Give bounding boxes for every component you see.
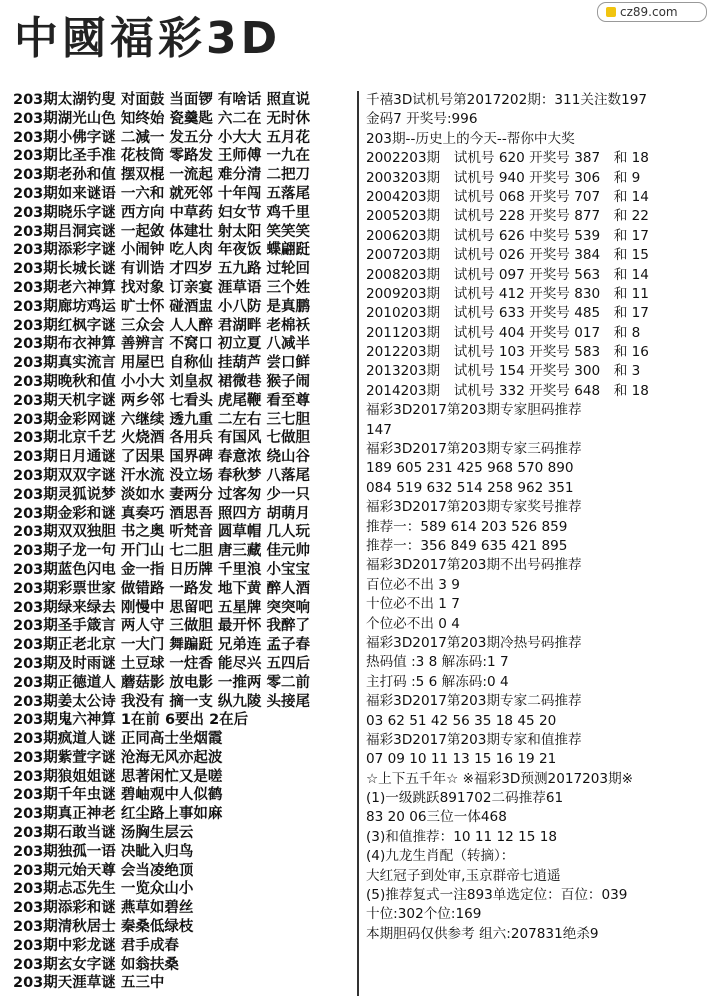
riddle-row: 203期子龙一句 开门山 七二胆 唐三藏 佳元帅 (13, 543, 310, 560)
riddle-row: 203期北京千艺 火烧酒 各用兵 有国风 七做胆 (13, 430, 310, 447)
recommendation-row: 203期--历史上的今天--帮你中大奖 (366, 130, 575, 147)
riddle-row: 203期玄女字谜 如翁扶桑 (13, 956, 179, 973)
recommendation-row: 个位必不出 0 4 (366, 615, 460, 632)
recommendation-row: 084 519 632 514 258 962 351 (366, 479, 574, 496)
header (0, 0, 709, 92)
recommendation-row: 金码7 开奖号:996 (366, 111, 478, 128)
site-badge-text: cz89.com (620, 5, 678, 19)
recommendation-row: (1)一级跳跃891702二码推荐61 (366, 790, 564, 807)
riddle-row: 203期比圣手准 花枝筒 零路发 王师傅 一九在 (13, 148, 310, 165)
recommendation-row: 本期胆码仅供参考 组六:207831绝杀9 (366, 925, 599, 942)
riddle-row: 203期真正神老 红尘路上事如麻 (13, 806, 223, 823)
recommendation-row: 推荐一：589 614 203 526 859 (366, 518, 568, 535)
recommendation-row: 2011203期 试机号 404 开奖号 017 和 8 (366, 324, 641, 341)
site-badge[interactable] (597, 2, 707, 22)
riddle-row: 203期石敢当谜 汤胸生层云 (13, 825, 194, 842)
recommendation-row: 2002203期 试机号 620 开奖号 387 和 18 (366, 150, 649, 167)
recommendation-row: 福彩3D2017第203期冷热号码推荐 (366, 634, 582, 651)
recommendation-row: 2014203期 试机号 332 开奖号 648 和 18 (366, 382, 649, 399)
riddle-row: 203期晓乐字谜 西方向 中草药 妇女节 鸡千里 (13, 204, 310, 221)
recommendation-row: 83 20 06三位一体468 (366, 809, 507, 826)
riddle-row: 203期廊坊鸡运 旷士怀 碰酒盅 小八防 是真鹏 (13, 298, 310, 315)
riddle-row: 203期灵狐说梦 淡如水 妻两分 过客匆 少一只 (13, 486, 310, 503)
riddle-row: 203期圣手箴言 两人守 三做胆 最开怀 我醉了 (13, 618, 310, 635)
riddle-row: 203期忐忑先生 一览众山小 (13, 881, 194, 898)
recommendation-row: 2012203期 试机号 103 开奖号 583 和 16 (366, 344, 649, 361)
riddle-row: 203期吕洞宾谜 一起敛 体建壮 射太阳 笑笑笑 (13, 223, 310, 240)
riddle-row: 203期金彩网谜 六继续 透九重 二左右 三七胆 (13, 411, 310, 428)
riddle-row: 203期独孤一语 决眦入归鸟 (13, 843, 194, 860)
riddle-row: 203期正老北京 一大门 舞蹁跹 兄弟连 孟子春 (13, 637, 310, 654)
riddle-row: 203期清秋居士 秦桑低绿枝 (13, 919, 194, 936)
recommendation-row: 福彩3D2017第203期专家三码推荐 (366, 441, 582, 458)
recommendation-row: 2005203期 试机号 228 开奖号 877 和 22 (366, 208, 649, 225)
riddle-row: 203期添彩字谜 小闹钟 吃人肉 年夜饭 蝶翩跹 (13, 242, 310, 259)
recommendation-row: 2010203期 试机号 633 开奖号 485 和 17 (366, 305, 649, 322)
riddle-row: 203期晚秋和值 小小大 刘皇叔 裙微巷 猴子闹 (13, 373, 310, 390)
recommendation-row: 2004203期 试机号 068 开奖号 707 和 14 (366, 188, 649, 205)
riddle-row: 203期元始天尊 会当凌绝顶 (13, 862, 194, 879)
recommendation-row: 福彩3D2017第203期专家胆码推荐 (366, 402, 582, 419)
recommendation-row: 147 (366, 421, 392, 438)
riddle-row: 203期日月通谜 了因果 国界碑 春意浓 绕山谷 (13, 449, 310, 466)
site-icon (606, 7, 616, 17)
recommendation-row: 2003203期 试机号 940 开奖号 306 和 9 (366, 169, 641, 186)
recommendation-row: 07 09 10 11 13 15 16 19 21 (366, 751, 557, 768)
riddle-row: 203期狼姐姐谜 思著闲忙又是嗟 (13, 768, 223, 785)
riddle-row: 203期布衣神算 善辨言 不窝口 初立夏 八减半 (13, 336, 310, 353)
recommendation-row: 2006203期 试机号 626 中奖号 539 和 17 (366, 227, 649, 244)
recommendation-row: 2009203期 试机号 412 开奖号 830 和 11 (366, 285, 649, 302)
riddle-row: 203期天机字谜 两乡邻 七看头 虎尾鞭 看至尊 (13, 392, 310, 409)
logo-text: 中國福彩3D (14, 14, 282, 64)
riddle-row: 203期小佛字谜 二減一 发五分 小大大 五月花 (13, 129, 310, 146)
riddle-row: 203期老六神算 找对象 订亲宴 涯草语 三个姓 (13, 279, 310, 296)
recommendation-row: 百位必不出 3 9 (366, 576, 460, 593)
recommendation-row: 福彩3D2017第203期专家奖号推荐 (366, 499, 582, 516)
riddle-row: 203期及时雨谜 土豆球 一炷香 能尽兴 五四后 (13, 655, 310, 672)
riddle-row: 203期双双字谜 汗水流 没立场 春秋梦 八落尾 (13, 467, 310, 484)
riddle-row: 203期蓝色闪电 金一指 日历牌 千里浪 小宝宝 (13, 561, 310, 578)
riddle-row: 203期老孙和值 摆双棍 一流起 难分清 二把刀 (13, 167, 310, 184)
riddle-row: 203期天涯草谜 五三中 (13, 975, 165, 992)
recommendation-row: (3)和值推荐：10 11 12 15 18 (366, 828, 557, 845)
recommendation-row: 2008203期 试机号 097 开奖号 563 和 14 (366, 266, 649, 283)
riddle-row: 203期金彩和谜 真奏巧 酒思吾 照四方 胡萌月 (13, 505, 310, 522)
riddle-row: 203期绿来绿去 刚慢中 思留吧 五星牌 突突响 (13, 599, 310, 616)
column-divider (357, 91, 359, 996)
riddle-row: 203期如来谜语 一六和 就死邻 十年闯 五落尾 (13, 185, 310, 202)
riddle-row: 203期添彩和谜 燕草如碧丝 (13, 900, 194, 917)
recommendation-row: 福彩3D2017第203期专家和值推荐 (366, 731, 582, 748)
riddle-row: 203期正德道人 蘑菇影 放电影 一推两 零二前 (13, 674, 310, 691)
recommendation-row: 十位必不出 1 7 (366, 596, 460, 613)
left-riddle-column (13, 91, 353, 996)
recommendation-row: 十位:302个位:169 (366, 906, 482, 923)
recommendation-row: (5)推荐复式一注893单选定位：百位：039 (366, 887, 628, 904)
riddle-row: 203期真实流言 用屋巴 自称仙 挂葫芦 尝口鲜 (13, 355, 310, 372)
riddle-row: 203期紫萱字谜 沧海无风亦起波 (13, 749, 223, 766)
riddle-row: 203期姜太公诗 我没有 摘一支 纵九陵 头接尾 (13, 693, 310, 710)
recommendation-row: 福彩3D2017第203期不出号码推荐 (366, 557, 582, 574)
recommendation-row: 推荐一：356 849 635 421 895 (366, 537, 568, 554)
right-recommendation-column (366, 91, 706, 996)
recommendation-row: 大红冠子到处审,玉京群帝七逍遥 (366, 867, 561, 884)
recommendation-row: (4)九龙生肖配（转摘）： (366, 848, 515, 865)
recommendation-row: 03 62 51 42 56 35 18 45 20 (366, 712, 557, 729)
riddle-row: 203期湖光山色 知终始 瓷羹匙 六二在 无时休 (13, 110, 310, 127)
riddle-row: 203期疯道人谜 正同高士坐烟霞 (13, 731, 223, 748)
riddle-row: 203期红枫字谜 三众会 人人醉 君湖畔 老棉袄 (13, 317, 310, 334)
recommendation-row: 2007203期 试机号 026 开奖号 384 和 15 (366, 247, 649, 264)
recommendation-row: ☆上下五千年☆ ※福彩3D预测2017203期※ (366, 770, 634, 787)
recommendation-row: 2013203期 试机号 154 开奖号 300 和 3 (366, 363, 641, 380)
riddle-row: 203期彩票世家 做错路 一路发 地下黄 醉人酒 (13, 580, 310, 597)
recommendation-row: 主打码 :5 6 解冻码:0 4 (366, 673, 509, 690)
recommendation-row: 福彩3D2017第203期专家二码推荐 (366, 693, 582, 710)
riddle-row: 203期鬼六神算 1在前 6要出 2在后 (13, 712, 249, 729)
riddle-row: 203期太湖钓叟 对面鼓 当面锣 有啥话 照直说 (13, 92, 310, 108)
recommendation-row: 千禧3D试机号第2017202期：311关注数197 (366, 92, 648, 108)
riddle-row: 203期中彩龙谜 君手成春 (13, 937, 179, 954)
recommendation-row: 热码值 :3 8 解冻码:1 7 (366, 654, 509, 671)
riddle-row: 203期千年虫谜 碧岫观中人似鹤 (13, 787, 223, 804)
riddle-row: 203期双双独胆 书之奥 听梵音 圆草帽 几人玩 (13, 524, 310, 541)
recommendation-row: 189 605 231 425 968 570 890 (366, 460, 574, 477)
riddle-row: 203期长城长谜 有训诰 才四岁 五九路 过轮回 (13, 261, 310, 278)
